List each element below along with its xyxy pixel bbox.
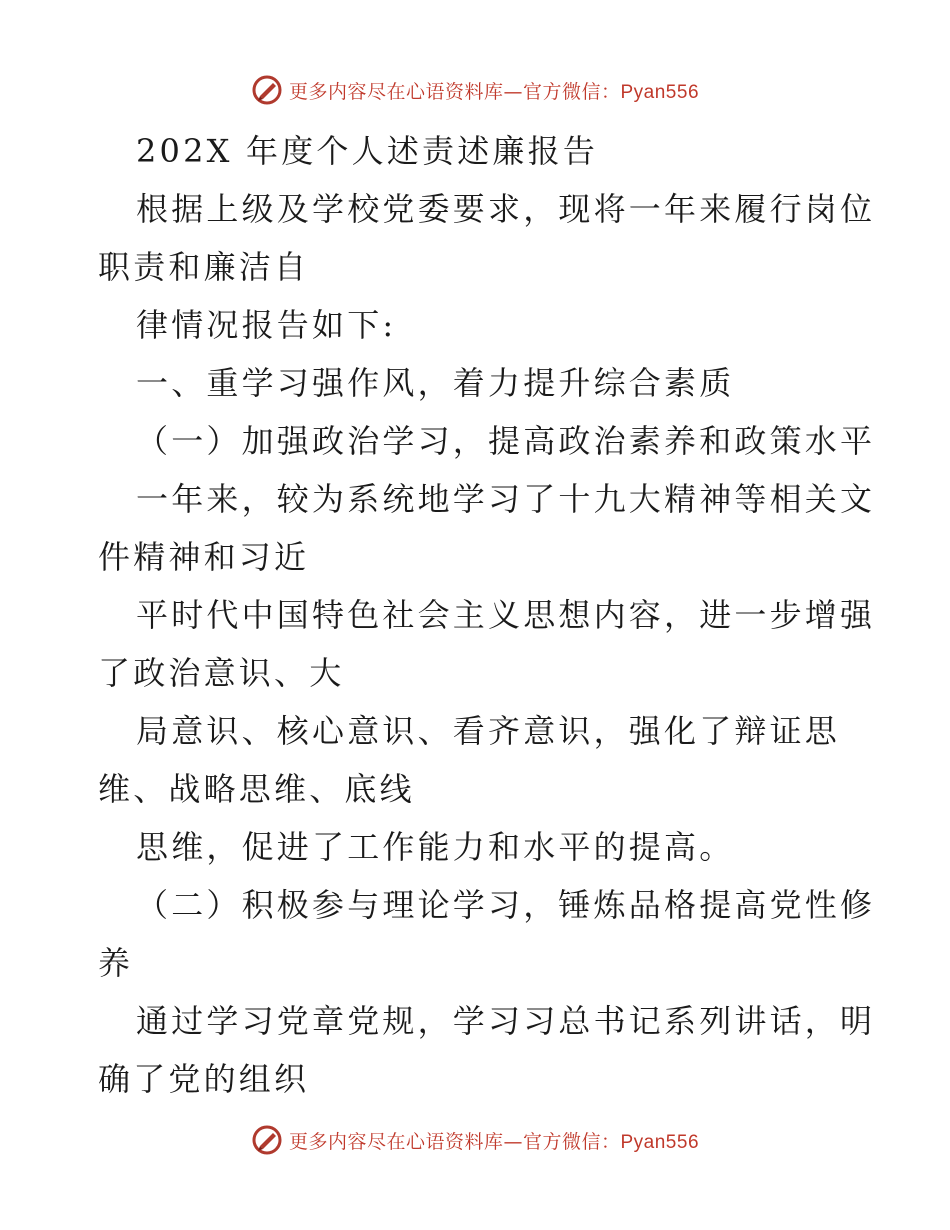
document-line: （二）积极参与理论学习，锤炼品格提高党性修 xyxy=(136,886,876,924)
document-line: 局意识、核心意识、看齐意识，强化了辩证思 xyxy=(136,712,841,750)
document-line: （一）加强政治学习，提高政治素养和政策水平 xyxy=(136,422,876,460)
watermark-text: 更多内容尽在心语资料库—官方微信：Pyan556 xyxy=(288,80,700,103)
pen-logo-icon xyxy=(251,1124,283,1156)
document-line: 通过学习党章党规，学习习总书记系列讲话，明 xyxy=(136,1002,876,1040)
watermark-text: 更多内容尽在心语资料库—官方微信：Pyan556 xyxy=(288,1130,700,1153)
document-line: 了政治意识、大 xyxy=(98,654,345,692)
document-line: 平时代中国特色社会主义思想内容，进一步增强 xyxy=(136,596,876,634)
document-line: 件精神和习近 xyxy=(98,538,310,576)
document-line: 律情况报告如下: xyxy=(136,306,397,344)
document-line: 根据上级及学校党委要求，现将一年来履行岗位 xyxy=(136,190,876,228)
document-line: 202X 年度个人述责述廉报告 xyxy=(136,132,599,170)
document-line: 一年来，较为系统地学习了十九大精神等相关文 xyxy=(136,480,876,518)
document-body xyxy=(98,122,876,1108)
document-line: 职责和廉洁自 xyxy=(98,248,310,286)
header-watermark xyxy=(0,70,950,110)
document-line: 一、重学习强作风，着力提升综合素质 xyxy=(136,364,735,402)
document-line: 维、战略思维、底线 xyxy=(98,770,415,808)
document-line: 养 xyxy=(98,944,134,982)
document-line: 确了党的组织 xyxy=(98,1060,310,1098)
document-line: 思维，促进了工作能力和水平的提高。 xyxy=(136,828,735,866)
footer-watermark xyxy=(0,1120,950,1160)
pen-logo-icon xyxy=(251,74,283,106)
